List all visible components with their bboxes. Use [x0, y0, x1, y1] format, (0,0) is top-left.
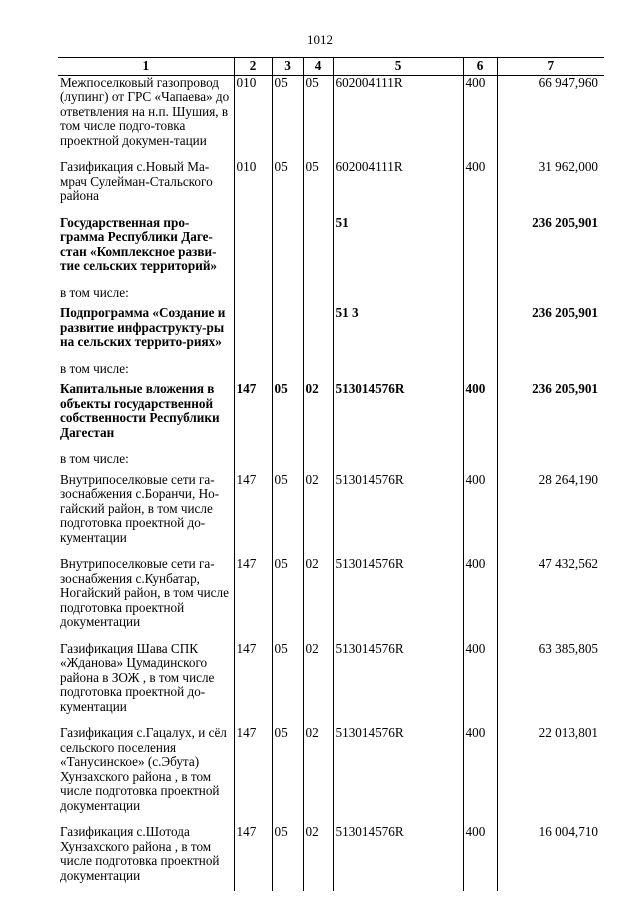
table-row	[58, 557, 604, 642]
row-name-cell: Межпоселковый газопровод (лупинг) от ГРС «Чапаева» до ответвления на н.п. Шушия, в том числе подго-товка проектной докумен-тации	[60, 74, 230, 148]
row-code-cell: 05	[272, 75, 303, 160]
row-name-cell: в том числе:	[60, 284, 129, 300]
row-code-cell: 513014576R	[333, 825, 463, 891]
row-code-cell	[303, 216, 333, 286]
row-code-cell	[234, 306, 272, 362]
row-name-cell: Газификация с.Новый Ма-мрач Сулейман-Стальского района	[60, 159, 213, 203]
row-amount-cell: 16 004,710	[497, 825, 604, 891]
row-code-cell: 400	[463, 473, 497, 558]
column-header: 5	[333, 58, 463, 76]
row-code-cell: 02	[303, 473, 333, 558]
row-code-cell: 400	[463, 825, 497, 891]
row-code-cell: 400	[463, 726, 497, 825]
row-code-cell: 602004111R	[333, 160, 463, 216]
row-code-cell: 02	[303, 825, 333, 891]
row-code-cell: 05	[272, 726, 303, 825]
row-code-cell: 05	[303, 160, 333, 216]
row-code-cell: 02	[303, 557, 333, 642]
row-amount-cell: 63 385,805	[497, 642, 604, 727]
row-code-cell	[463, 306, 497, 362]
row-amount-cell: 236 205,901	[497, 306, 604, 362]
row-name-cell: Внутрипоселковые сети га-зоснабжения с.Боранчи, Но-гайский район, в том числе подготовка проектной до-кументации	[60, 471, 220, 545]
row-code-cell	[333, 362, 463, 383]
row-code-cell: 147	[234, 557, 272, 642]
row-name-cell: Газификация Шава СПК «Жданова» Цумадинского района в ЗОЖ , в том числе подготовка проектной до-кументации	[60, 640, 215, 714]
row-code-cell	[303, 306, 333, 362]
row-name-cell: Газификация с.Гацалух, и сёл сельского поселения «Танусинское» (с.Эбута) Хунзахского района , в том числе подготовка проектной документации	[60, 725, 227, 813]
row-code-cell: 02	[303, 382, 333, 452]
row-name-cell: Внутрипоселковые сети га-зоснабжения с.Кунбатар, Ногайский район, в том числе подготовка проектной документации	[60, 556, 229, 629]
row-code-cell: 147	[234, 473, 272, 558]
row-code-cell	[303, 362, 333, 383]
row-code-cell	[333, 452, 463, 473]
row-name-cell: Подпрограмма «Создание и развитие инфраструкту-ры на сельских террито-риях»	[60, 305, 226, 349]
row-code-cell: 400	[463, 557, 497, 642]
row-code-cell: 400	[463, 160, 497, 216]
section-row	[58, 306, 604, 362]
row-code-cell: 02	[303, 726, 333, 825]
row-code-cell: 147	[234, 726, 272, 825]
row-name-cell: в том числе:	[60, 360, 129, 376]
row-code-cell: 05	[272, 160, 303, 216]
row-code-cell	[272, 216, 303, 286]
row-code-cell: 05	[272, 557, 303, 642]
row-code-cell: 400	[463, 75, 497, 160]
row-code-cell	[272, 452, 303, 473]
row-code-cell: 51	[333, 216, 463, 286]
row-amount-cell: 22 013,801	[497, 726, 604, 825]
page-number: 1012	[307, 32, 333, 47]
row-code-cell: 400	[463, 642, 497, 727]
table-row	[58, 642, 604, 727]
column-header: 6	[463, 58, 497, 76]
row-code-cell: 05	[272, 473, 303, 558]
row-amount-cell	[497, 286, 604, 307]
row-code-cell	[333, 286, 463, 307]
row-code-cell: 010	[234, 160, 272, 216]
row-code-cell	[272, 286, 303, 307]
row-code-cell: 05	[272, 825, 303, 891]
row-amount-cell: 28 264,190	[497, 473, 604, 558]
note-row	[58, 452, 604, 473]
row-amount-cell	[497, 452, 604, 473]
row-name-cell: Газификация с.Шотода Хунзахского района , в том числе подготовка проектной документации	[60, 824, 220, 883]
row-amount-cell: 31 962,000	[497, 160, 604, 216]
table-row	[58, 160, 604, 216]
row-code-cell: 05	[272, 382, 303, 452]
row-code-cell: 513014576R	[333, 473, 463, 558]
table-row	[58, 726, 604, 825]
row-code-cell: 010	[234, 75, 272, 160]
row-code-cell	[463, 216, 497, 286]
row-code-cell	[463, 452, 497, 473]
section-row	[58, 382, 604, 452]
note-row	[58, 286, 604, 307]
row-amount-cell	[497, 362, 604, 383]
note-row	[58, 362, 604, 383]
row-code-cell: 147	[234, 825, 272, 891]
row-name-cell: в том числе:	[60, 451, 129, 466]
row-code-cell: 147	[234, 382, 272, 452]
row-code-cell	[463, 286, 497, 307]
row-code-cell	[272, 306, 303, 362]
row-code-cell	[234, 286, 272, 307]
row-code-cell	[303, 452, 333, 473]
column-header: 7	[497, 58, 604, 76]
row-amount-cell: 236 205,901	[497, 216, 604, 286]
row-code-cell: 513014576R	[333, 382, 463, 452]
table-row	[58, 825, 604, 891]
row-code-cell: 05	[303, 75, 333, 160]
row-code-cell: 51 3	[333, 306, 463, 362]
row-code-cell: 02	[303, 642, 333, 727]
row-name-cell: Государственная про-грамма Республики Даге-стан «Комплексное разви-тие сельских территорий»	[60, 214, 218, 273]
row-code-cell: 513014576R	[333, 557, 463, 642]
row-code-cell: 513014576R	[333, 642, 463, 727]
row-name-cell: Капитальные вложения в объекты государственной собственности Республики Дагестан	[60, 381, 220, 440]
row-code-cell: 602004111R	[333, 75, 463, 160]
row-code-cell	[234, 216, 272, 286]
row-code-cell: 400	[463, 382, 497, 452]
row-amount-cell: 47 432,562	[497, 557, 604, 642]
row-code-cell	[272, 362, 303, 383]
row-code-cell: 147	[234, 642, 272, 727]
table-row	[58, 75, 604, 160]
row-code-cell	[463, 362, 497, 383]
row-code-cell	[234, 452, 272, 473]
header-row	[58, 58, 604, 76]
row-code-cell	[303, 286, 333, 307]
column-header: 1	[58, 58, 234, 76]
budget-table	[58, 57, 604, 891]
row-amount-cell: 236 205,901	[497, 382, 604, 452]
table-row	[58, 473, 604, 558]
row-code-cell: 05	[272, 642, 303, 727]
row-code-cell: 513014576R	[333, 726, 463, 825]
column-header: 3	[272, 58, 303, 76]
section-row	[58, 216, 604, 286]
column-header: 2	[234, 58, 272, 76]
column-header: 4	[303, 58, 333, 76]
row-amount-cell: 66 947,960	[497, 75, 604, 160]
row-code-cell	[234, 362, 272, 383]
